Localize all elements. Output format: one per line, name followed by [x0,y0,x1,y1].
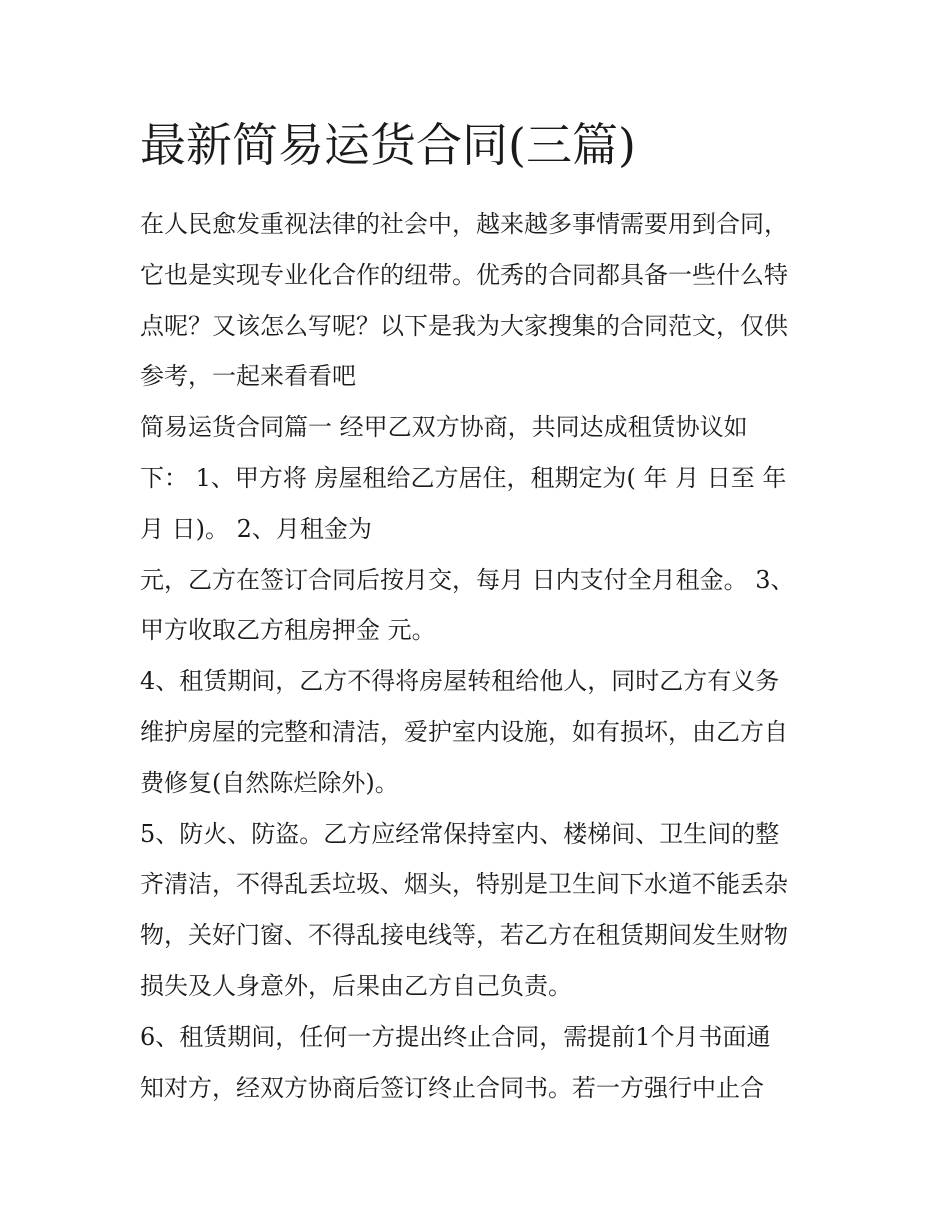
paragraph-line: 简易运货合同篇一 经甲乙双方协商，共同达成租赁协议如 [140,413,748,442]
document-body [140,199,820,1113]
paragraph-line: 下： 1、甲方将 房屋租给乙方居住，租期定为( 年 月 日至 年 [140,463,787,492]
paragraph-line: 知对方，经双方协商后签订终止合同书。若一方强行中止合 [140,1073,764,1102]
paragraph-line: 甲方收取乙方租房押金 元。 [140,616,436,645]
paragraph-line: 损失及人身意外，后果由乙方自己负责。 [140,971,572,1000]
paragraph-line: 费修复(自然陈烂除外)。 [140,768,399,797]
paragraph-line: 在人民愈发重视法律的社会中，越来越多事情需要用到合同， [140,210,788,238]
paragraph-line: 它也是实现专业化合作的纽带。优秀的合同都具备一些什么特 [140,260,788,289]
paragraph-line: 参考，一起来看看吧 [140,362,356,391]
document-title: 最新简易运货合同(三篇) [140,118,636,172]
paragraph-line: 6、租赁期间，任何一方提出终止合同，需提前1个月书面通 [140,1022,771,1051]
paragraph-line: 月 日)。 2、月租金为 [140,514,372,543]
paragraph-line: 5、防火、防盗。乙方应经常保持室内、楼梯间、卫生间的整 [140,819,780,848]
paragraph-line: 点呢？又该怎么写呢？以下是我为大家搜集的合同范文，仅供 [140,311,788,340]
paragraph-line: 物，关好门窗、不得乱接电线等，若乙方在租赁期间发生财物 [140,921,788,950]
paragraph-line: 4、租赁期间，乙方不得将房屋转租给他人，同时乙方有义务 [140,667,780,696]
paragraph-line: 齐清洁，不得乱丢垃圾、烟头，特别是卫生间下水道不能丢杂 [140,870,788,899]
paragraph-line: 元，乙方在签订合同后按月交，每月 日内支付全月租金。 3、 [140,565,795,594]
paragraph-line: 维护房屋的完整和清洁，爱护室内设施，如有损坏，由乙方自 [140,717,788,746]
